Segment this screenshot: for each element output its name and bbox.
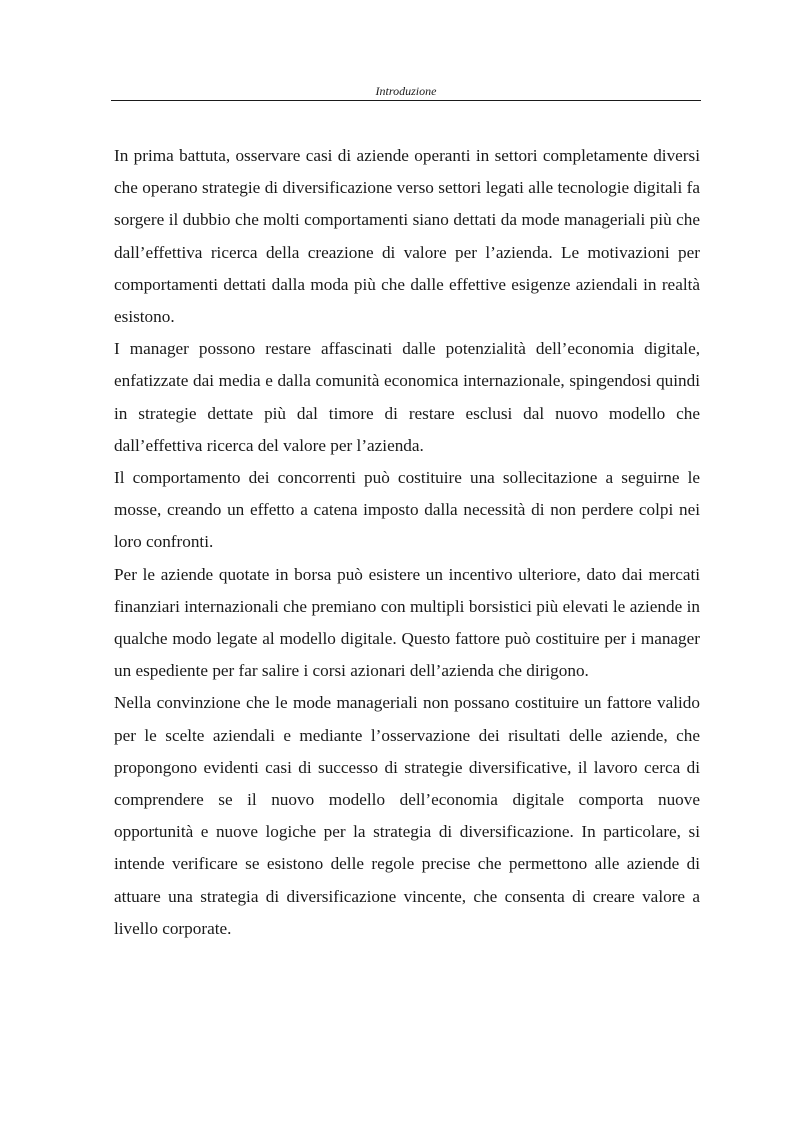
body-text [114, 140, 700, 945]
paragraph-1: In prima battuta, osservare casi di aziende operanti in settori completamente diversi che operano strategie di diversificazione verso settori legati alle tecnologie digitali fa sorgere il dubbio che molti comportamenti siano dettati da mode manageriali più che dall’effettiva ricerca della creazione di valore per l’azienda. Le motivazioni per comportamenti dettati dalla moda più che dalle effettive esigenze aziendali in realtà esistono. [114, 146, 700, 327]
paragraph-3: Il comportamento dei concorrenti può costituire una sollecitazione a seguirne le mosse, creando un effetto a catena imposto dalla necessità di non perdere colpi nei loro confronti. [114, 468, 700, 552]
paragraph-2: I manager possono restare affascinati dalle potenzialità dell’economia digitale, enfatizzate dai media e dalla comunità economica internazionale, spingendosi quindi in strategie dettate più dal timore di restare esclusi dal nuovo modello che dall’effettiva ricerca del valore per l’azienda. [114, 339, 700, 455]
running-header: Introduzione [375, 84, 437, 98]
paragraph-4: Per le aziende quotate in borsa può esistere un incentivo ulteriore, dato dai mercati finanziari internazionali che premiano con multipli borsistici più elevati le aziende in qualche modo legate al modello digitale. Questo fattore può costituire per i manager un espediente per far salire i corsi azionari dell’azienda che dirigono. [114, 564, 700, 681]
paragraph-5: Nella convinzione che le mode manageriali non possano costituire un fattore valido per le scelte aziendali e mediante l’osservazione dei risultati delle aziende, che propongono evidenti casi di successo di strategie diversificative, il lavoro cerca di comprendere se il nuovo modello dell’economia digitale comporta nuove opportunità e nuove logiche per la strategia di diversificazione. In particolare, si intende verificare se esistono delle regole precise che permettono alle aziende di attuare una strategia di diversificazione vincente, che consenta di creare valore a livello corporate. [114, 693, 700, 938]
header-rule [111, 100, 701, 101]
